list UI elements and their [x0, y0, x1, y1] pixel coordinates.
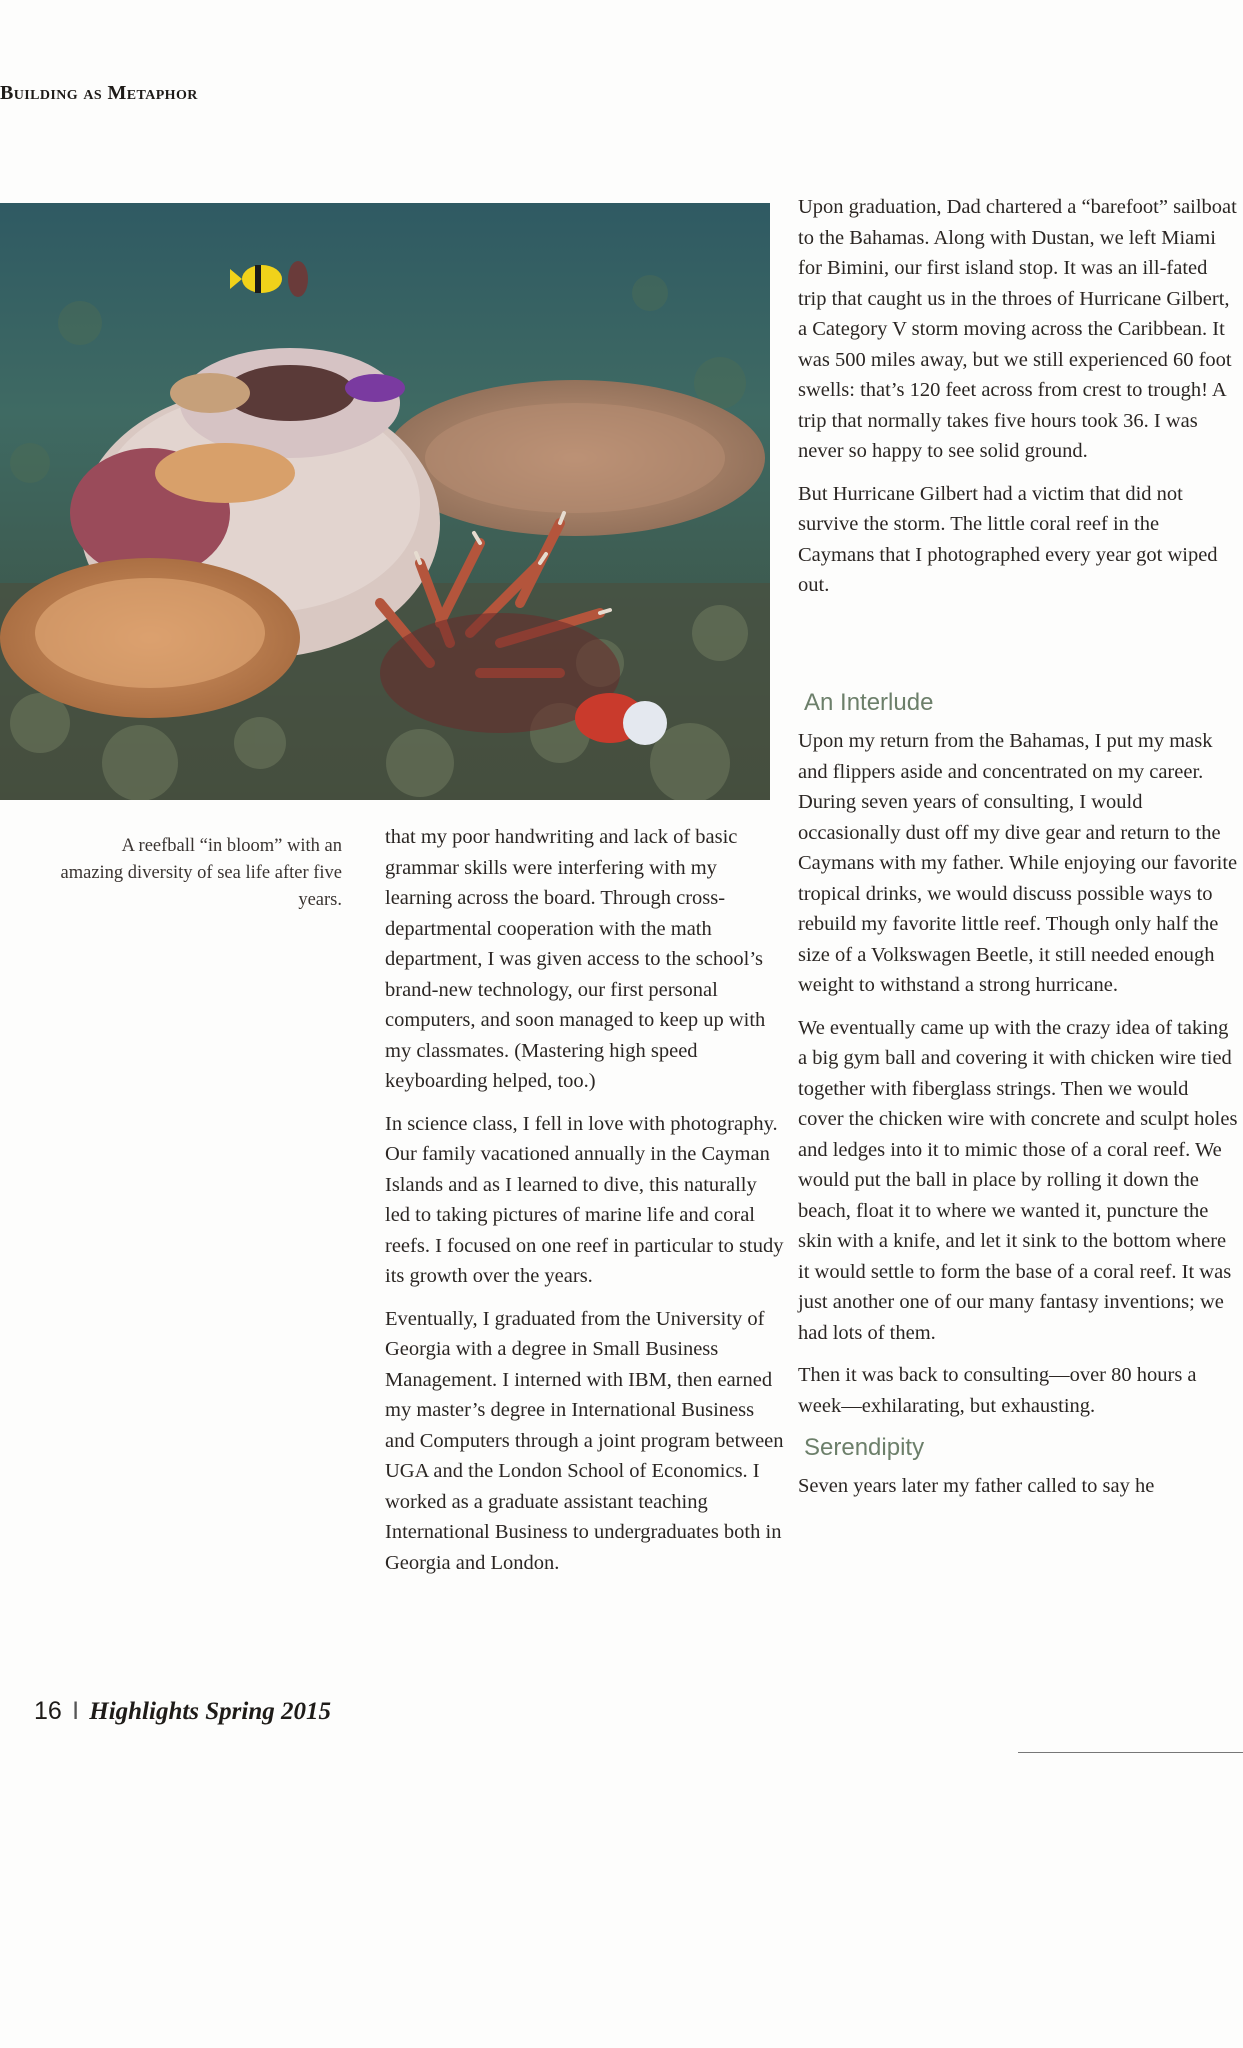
paragraph: Eventually, I graduated from the University of Georgia with a degree in Small Business Management. I interned with IBM, then earned my master’s degree in International Business and Computers through a joint program between UGA and the London School of Economics. I worked as a graduate assistant teaching International Business to undergraduates both in Georgia and London. — [385, 1307, 784, 1574]
photo-caption: A reefball “in bloom” with an amazing diversity of sea life after five years. — [60, 836, 342, 910]
footer-rule — [1018, 1752, 1243, 1753]
section-heading-serendipity: Serendipity — [804, 1434, 925, 1461]
paragraph: that my poor handwriting and lack of basic grammar skills were interfering with my learning across the board. Through cross-departmental cooperation with the math department, I was given access to the school’s brand-new technology, our first personal computers, and soon managed to keep up with my classmates. (Mastering high speed keyboarding helped, too.) — [385, 826, 766, 1092]
paragraph: But Hurricane Gilbert had a victim that did not survive the storm. The little coral reef in the Caymans that I photographed every year got wiped out. — [798, 482, 1218, 596]
section-heading-interlude: An Interlude — [804, 689, 934, 716]
paragraph: Then it was back to consulting—over 80 hours a week—exhilarating, but exhausting. — [798, 1364, 1197, 1417]
paragraph: In science class, I fell in love with photography. Our family vacationed annually in the Cayman Islands and as I learned to dive, this naturally led to taking pictures of marine life and coral reefs. I focused on one reef in particular to study its growth over the years. — [385, 1112, 784, 1287]
running-head: Building as Metaphor — [0, 82, 198, 104]
right-column-top — [798, 192, 1238, 613]
middle-column — [385, 822, 785, 1590]
right-column-sections — [798, 682, 1238, 1514]
folio-separator: I — [72, 1697, 80, 1725]
page-number: 16 — [34, 1697, 62, 1725]
paragraph: Seven years later my father called to say he — [798, 1475, 1155, 1497]
reef-photo — [0, 203, 770, 800]
publication-name: Highlights Spring 2015 — [89, 1698, 332, 1725]
paragraph: Upon graduation, Dad chartered a “barefoot” sailboat to the Bahamas. Along with Dustan, we left Miami for Bimini, our first island stop. It was an ill-fated trip that caught us in the throes of Hurricane Gilbert, a Category V storm moving across the Caribbean. It was 500 miles away, but we still experienced 60 foot swells: that’s 120 feet across from crest to trough! A trip that normally takes five hours took 36. I was never so happy to see solid ground. — [798, 196, 1237, 462]
paragraph: Upon my return from the Bahamas, I put my mask and flippers aside and concentrated on my career. During seven years of consulting, I would occasionally dust off my dive gear and return to the Caymans with my father. While enjoying our favorite tropical drinks, we would discuss possible ways to rebuild my favorite little reef. Though only half the size of a Volkswagen Beetle, it still needed enough weight to withstand a strong hurricane. — [798, 730, 1238, 996]
paragraph: We eventually came up with the crazy idea of taking a big gym ball and covering it with chicken wire tied together with fiberglass strings. Then we would cover the chicken wire with concrete and sculpt holes and ledges into it to mimic those of a coral reef. We would put the ball in place by rolling it down the beach, float it to where we wanted it, puncture the skin with a knife, and let it sink to the bottom where it would settle to form the base of a coral reef. It was just another one of our many fantasy inventions; we had lots of them. — [798, 1016, 1238, 1344]
reef-photo-illustration — [0, 203, 770, 800]
page-folio — [34, 1697, 331, 1726]
